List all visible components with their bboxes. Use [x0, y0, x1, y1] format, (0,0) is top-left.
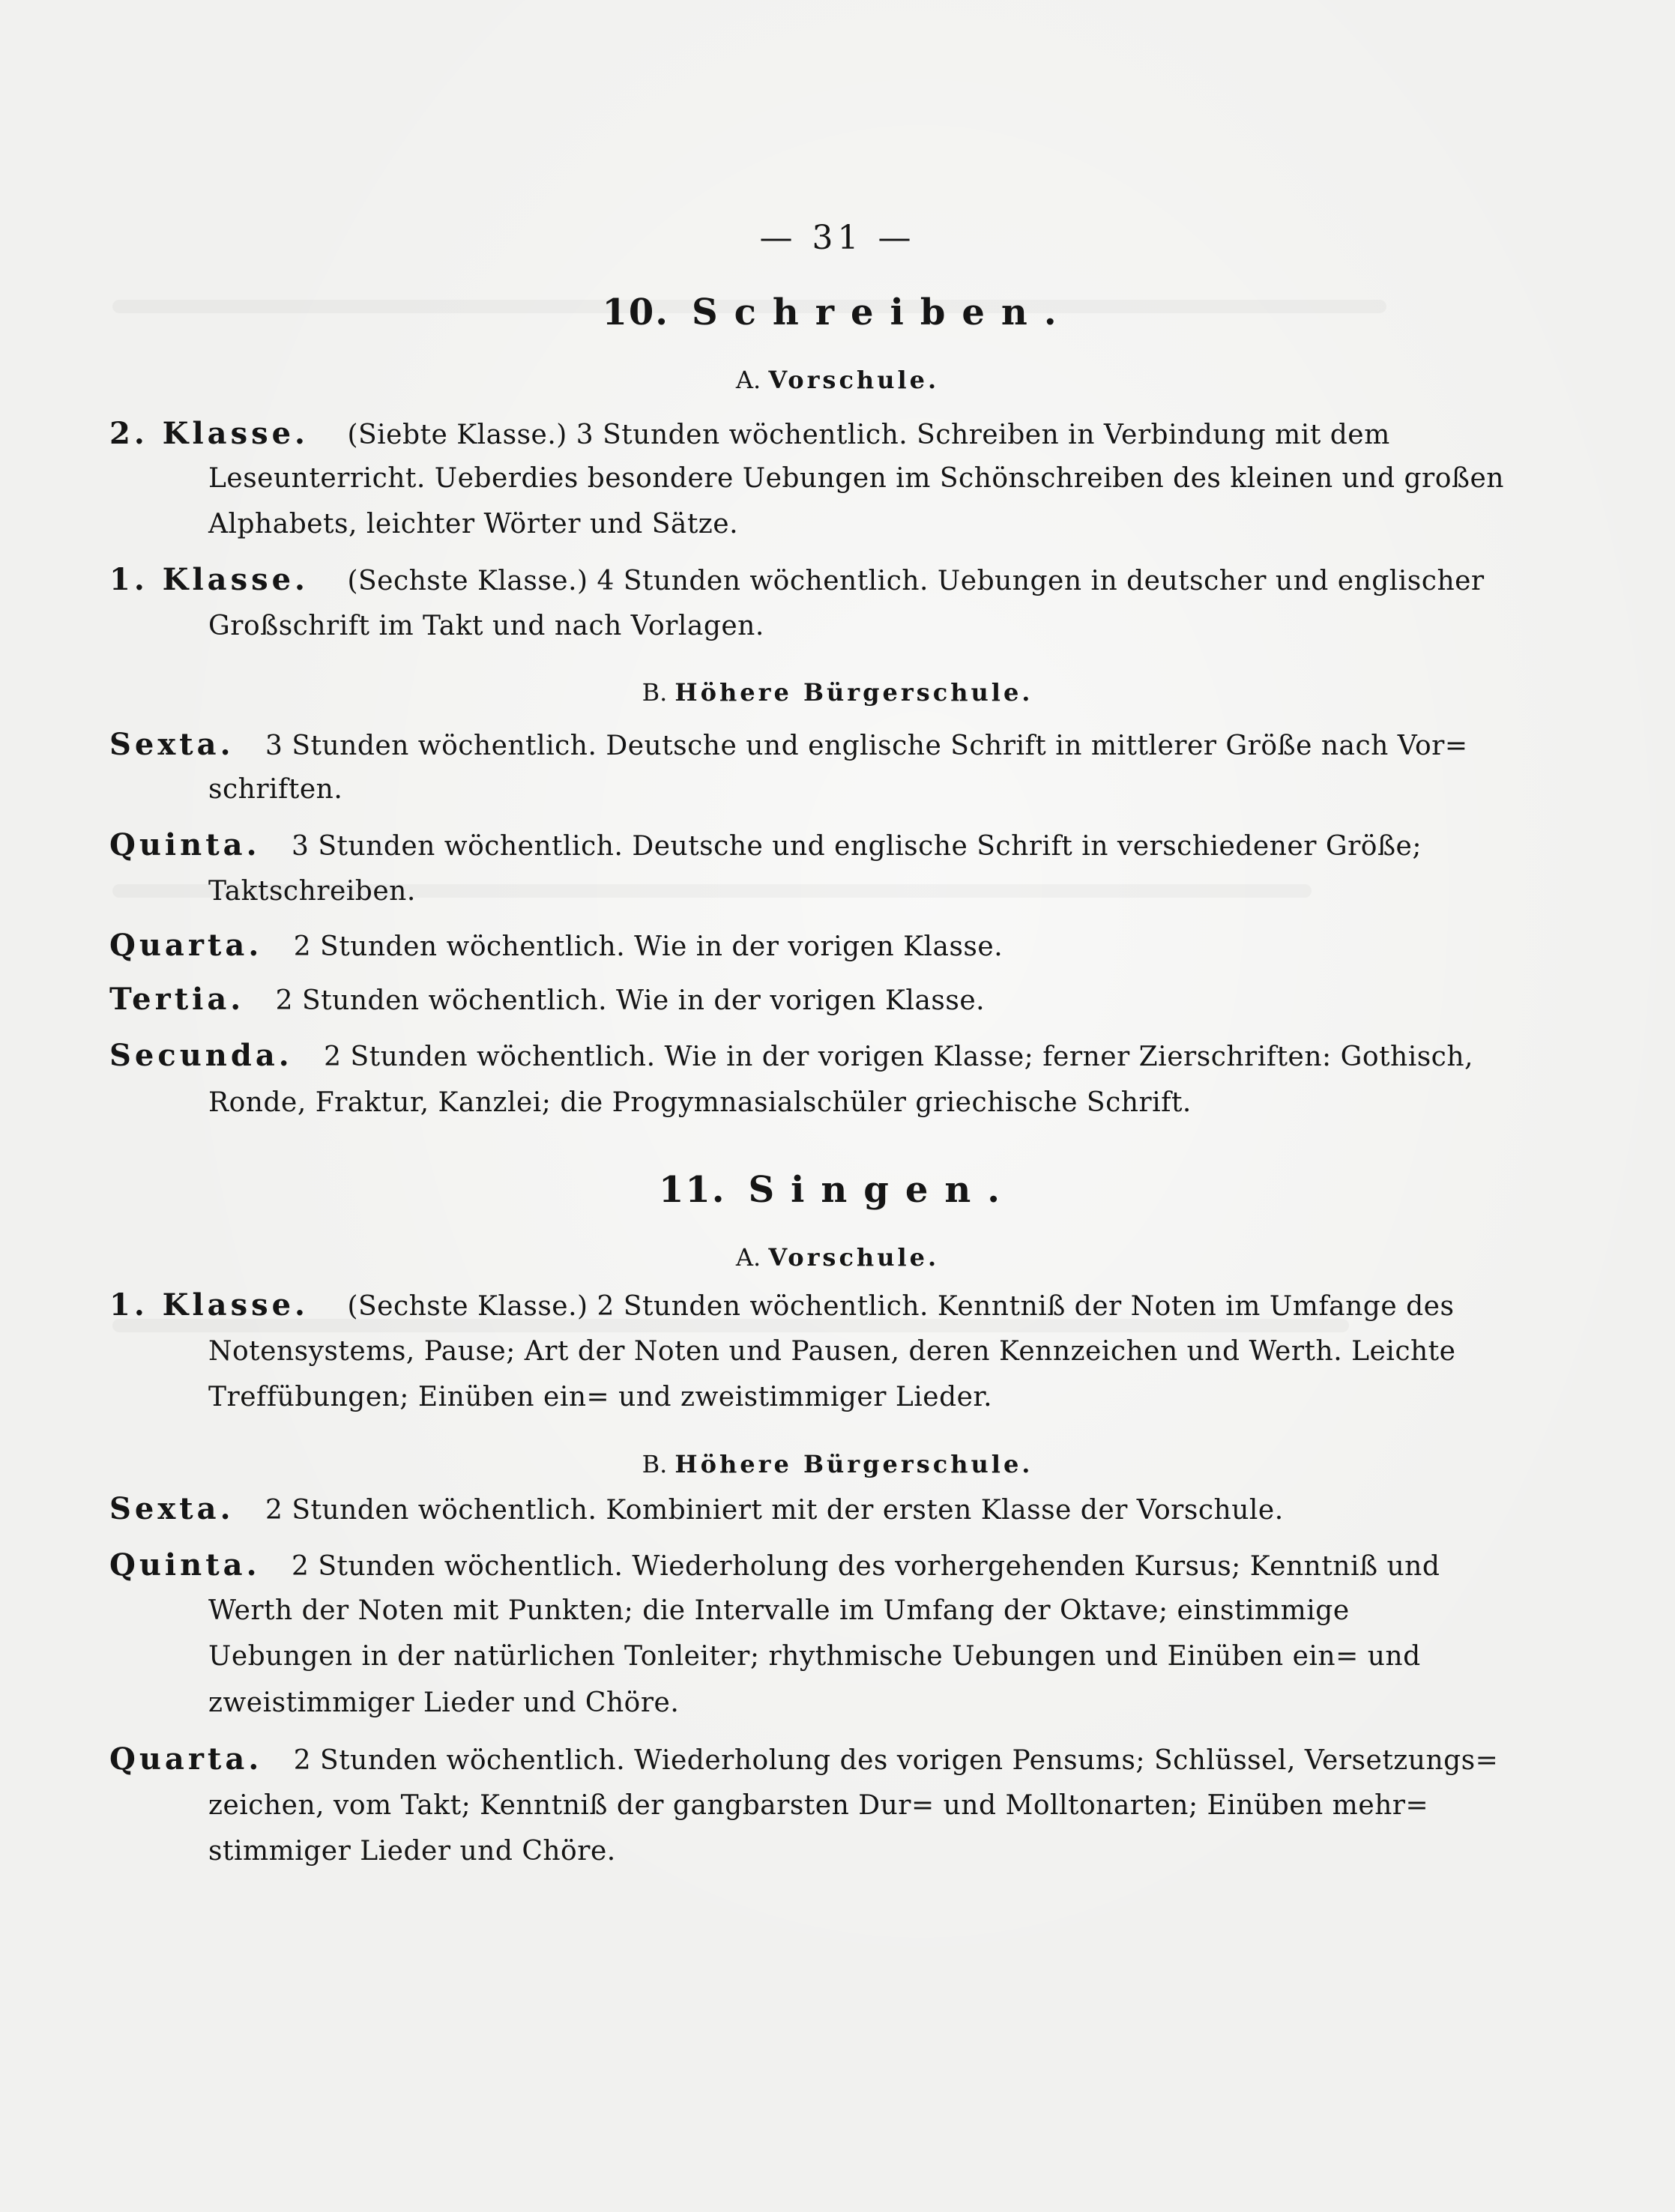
entry-singen-1-klasse-line-1 — [109, 1289, 1454, 1323]
entry-sexta-line-2: schriften. — [208, 774, 343, 805]
part-b-prefix: B. — [642, 1450, 668, 1478]
section-11-number: 11. — [658, 1169, 726, 1211]
section-10-part-a-heading — [0, 363, 1675, 396]
entry-text: 2 Stunden wöchentlich. Wie in der vorigen Klasse. — [275, 985, 986, 1016]
section-10-part-b-heading — [0, 676, 1675, 709]
entry-text: 3 Stunden wöchentlich. Deutsche und englische Schrift in verschiedener Größe; — [291, 831, 1422, 862]
entry-label: 1. Klasse. — [109, 1287, 309, 1323]
entry-label: Quarta. — [109, 928, 263, 963]
entry-1-klasse-line-1 — [109, 563, 1485, 598]
entry-label: Quinta. — [109, 827, 261, 862]
entry-singen-quinta-line-4: zweistimmiger Lieder und Chöre. — [208, 1687, 680, 1718]
section-10-heading — [0, 291, 1675, 333]
section-11-part-a-heading — [0, 1241, 1675, 1274]
entry-singen-quinta-line-1 — [109, 1549, 1440, 1583]
section-11-title: Singen. — [748, 1169, 1017, 1211]
entry-text: (Siebte Klasse.) 3 Stunden wöchentlich. Schreiben in Verbindung mit dem — [347, 420, 1390, 450]
entry-text: 3 Stunden wöchentlich. Deutsche und englische Schrift in mittlerer Größe nach Vor= — [265, 731, 1468, 761]
entry-text: 2 Stunden wöchentlich. Wie in der vorigen Klasse. — [293, 931, 1004, 962]
part-a-title: Vorschule. — [768, 366, 940, 394]
entry-quinta-line-1 — [109, 829, 1422, 863]
section-11-part-b-heading — [0, 1448, 1675, 1481]
part-b-title: Höhere Bürgerschule. — [674, 678, 1033, 707]
part-a-prefix: A. — [735, 1243, 761, 1272]
entry-secunda-line-1 — [109, 1039, 1473, 1074]
entry-quarta-line-1 — [109, 929, 1003, 964]
entry-singen-1-klasse-line-2: Notensystems, Pause; Art der Noten und Pausen, deren Kennzeichen und Werth. Leichte — [208, 1336, 1456, 1367]
entry-label: Sexta. — [109, 727, 235, 762]
entry-text: 2 Stunden wöchentlich. Wiederholung des vorhergehenden Kursus; Kenntniß und — [291, 1551, 1440, 1582]
entry-label: 2. Klasse. — [109, 416, 309, 451]
entry-label: Sexta. — [109, 1491, 235, 1526]
page-number: — 31 — — [759, 219, 916, 257]
entry-label: Quinta. — [109, 1547, 261, 1583]
part-b-title: Höhere Bürgerschule. — [674, 1450, 1033, 1478]
entry-label: Tertia. — [109, 982, 245, 1017]
entry-singen-sexta-line-1 — [109, 1493, 1284, 1527]
section-10-title: Schreiben. — [691, 291, 1073, 333]
section-10-number: 10. — [602, 291, 669, 333]
entry-quinta-line-2: Taktschreiben. — [208, 876, 416, 907]
entry-singen-1-klasse-line-3: Treffübungen; Einüben ein= und zweistimmiger Lieder. — [208, 1382, 993, 1412]
section-11-heading — [0, 1169, 1675, 1211]
entry-secunda-line-2: Ronde, Fraktur, Kanzlei; die Progymnasialschüler griechische Schrift. — [208, 1087, 1192, 1118]
entry-singen-quarta-line-2: zeichen, vom Takt; Kenntniß der gangbarsten Dur= und Molltonarten; Einüben mehr= — [208, 1790, 1429, 1821]
entry-text: 2 Stunden wöchentlich. Wie in der vorigen Klasse; ferner Zierschriften: Gothisch, — [324, 1042, 1473, 1072]
entry-text: (Sechste Klasse.) 2 Stunden wöchentlich. Kenntniß der Noten im Umfange des — [347, 1291, 1455, 1322]
entry-label: 1. Klasse. — [109, 562, 309, 597]
entry-tertia-line-1 — [109, 983, 985, 1018]
entry-text: (Sechste Klasse.) 4 Stunden wöchentlich. Uebungen in deutscher und englischer — [347, 566, 1485, 596]
entry-singen-quarta-line-1 — [109, 1743, 1498, 1777]
entry-2-klasse-line-3: Alphabets, leichter Wörter und Sätze. — [208, 509, 739, 540]
part-a-title: Vorschule. — [768, 1243, 940, 1272]
entry-text: 2 Stunden wöchentlich. Wiederholung des vorigen Pensums; Schlüssel, Versetzungs= — [293, 1745, 1499, 1776]
part-b-prefix: B. — [642, 678, 668, 707]
entry-singen-quinta-line-3: Uebungen in der natürlichen Tonleiter; rhythmische Uebungen und Einüben ein= und — [208, 1641, 1421, 1672]
entry-1-klasse-line-2: Großschrift im Takt und nach Vorlagen. — [208, 611, 764, 641]
entry-2-klasse-line-2: Leseunterricht. Ueberdies besondere Uebungen im Schönschreiben des kleinen und großen — [208, 463, 1504, 494]
entry-singen-quarta-line-3: stimmiger Lieder und Chöre. — [208, 1836, 616, 1867]
entry-label: Secunda. — [109, 1038, 293, 1073]
entry-sexta-line-1 — [109, 728, 1468, 763]
entry-label: Quarta. — [109, 1741, 263, 1777]
entry-text: 2 Stunden wöchentlich. Kombiniert mit der ersten Klasse der Vorschule. — [265, 1495, 1284, 1526]
part-a-prefix: A. — [735, 366, 761, 394]
entry-2-klasse-line-1 — [109, 417, 1390, 452]
entry-singen-quinta-line-2: Werth der Noten mit Punkten; die Intervalle im Umfang der Oktave; einstimmige — [208, 1595, 1350, 1626]
